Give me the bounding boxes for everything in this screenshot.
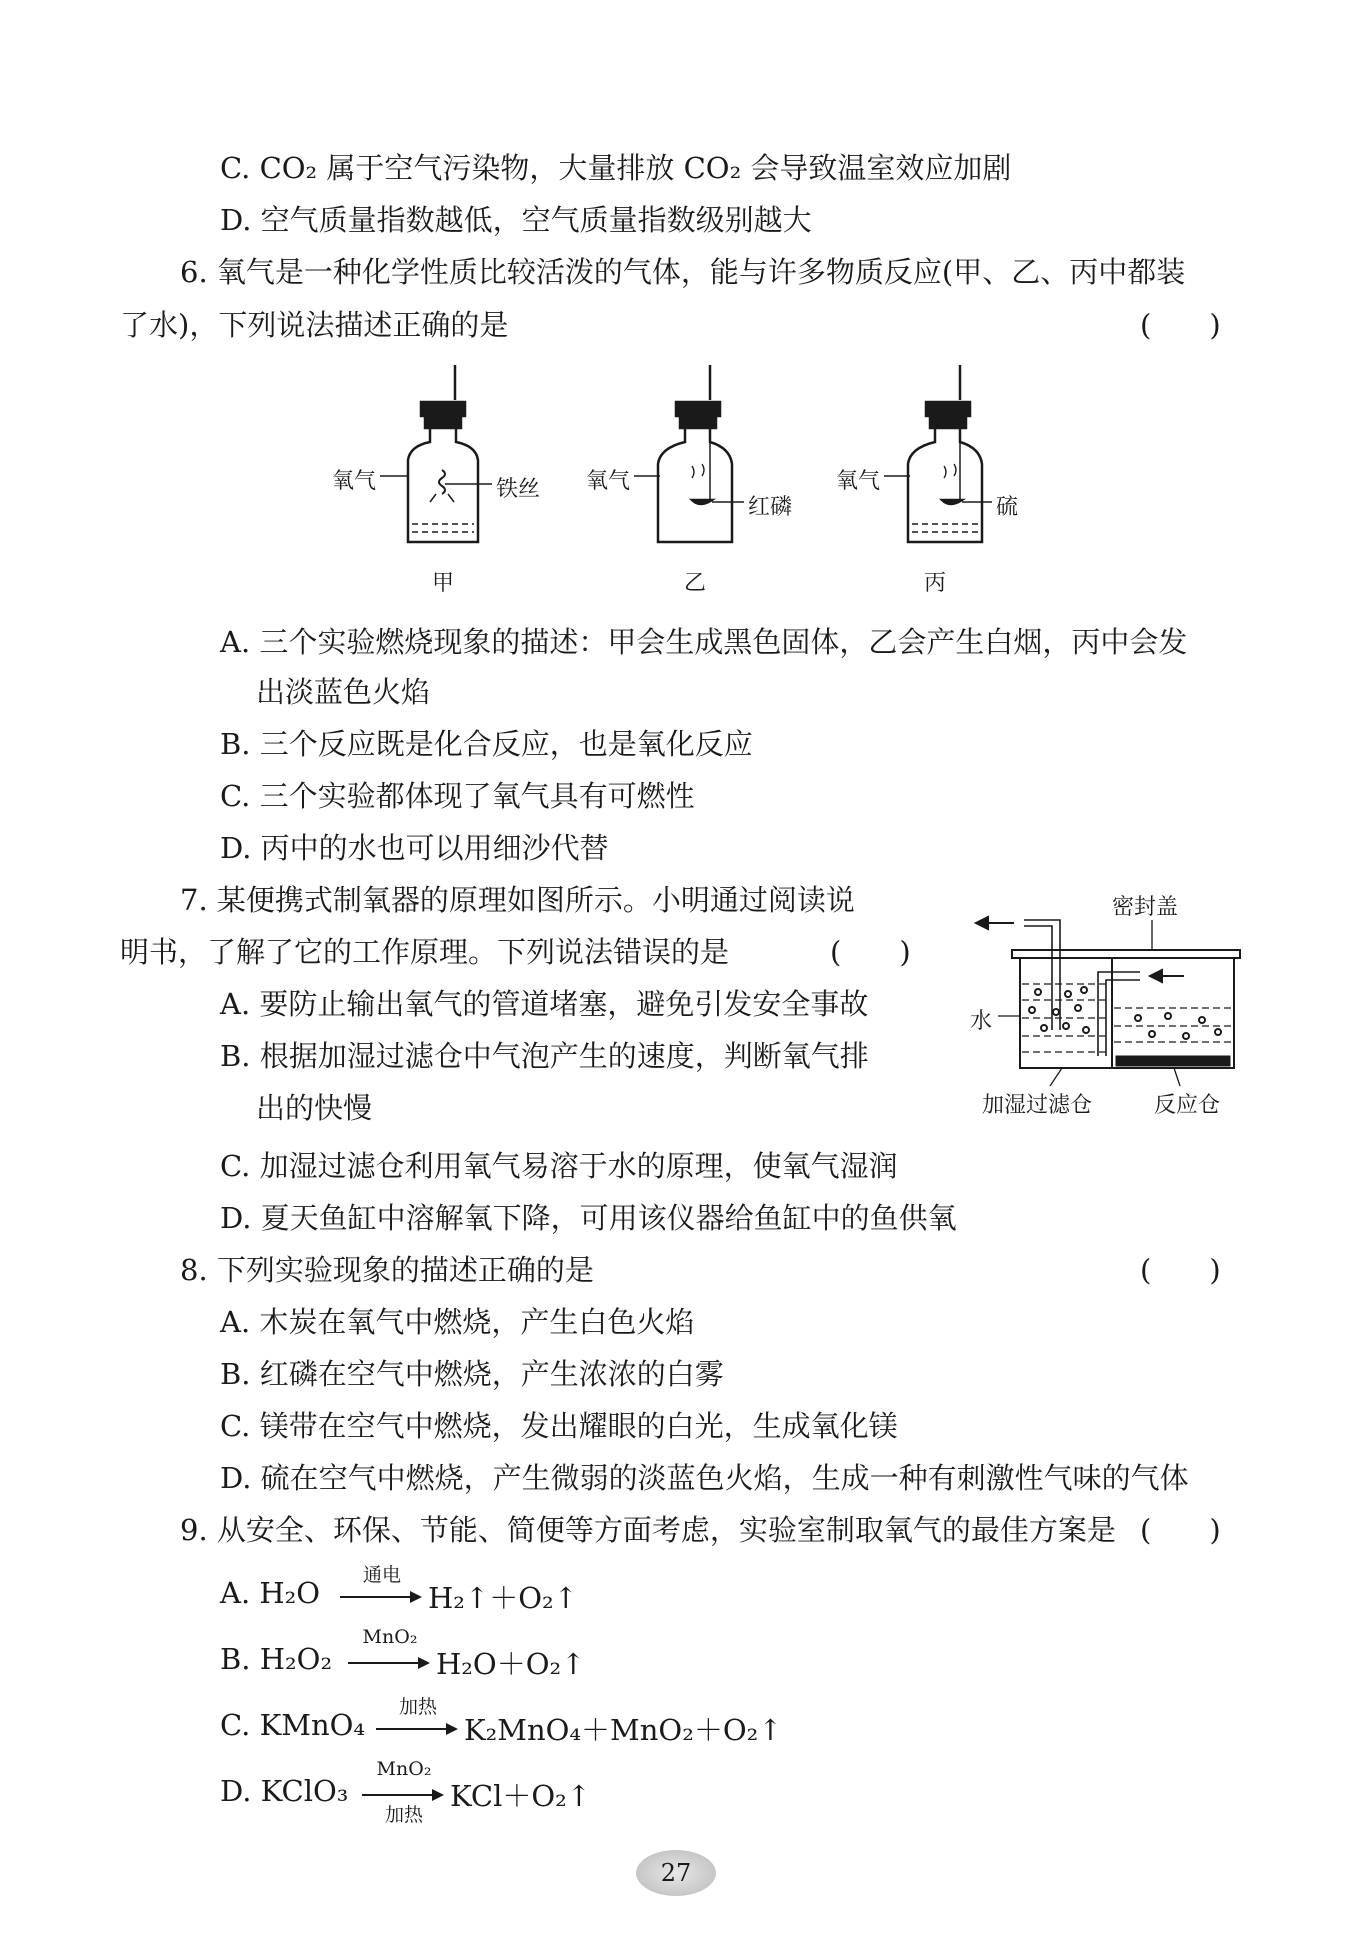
q6-option-c: C. 三个实验都体现了氧气具有可燃性 bbox=[220, 779, 695, 813]
jar3-caption: 丙 bbox=[924, 571, 947, 596]
q6-jars-figure bbox=[320, 360, 1080, 600]
q9-b-arrow bbox=[348, 1662, 428, 1664]
q6-jars-diagram bbox=[320, 360, 1080, 600]
q6-option-d: D. 丙中的水也可以用细沙代替 bbox=[220, 831, 609, 865]
q9-answer-bracket: ( ) bbox=[1140, 1513, 1221, 1547]
q7-option-c: C. 加湿过滤仓利用氧气易溶于水的原理，使氧气湿润 bbox=[220, 1149, 898, 1183]
q7-option-b-line2: 出的快慢 bbox=[256, 1091, 373, 1125]
q9-c-products: K₂MnO₄＋MnO₂＋O₂↑ bbox=[464, 1713, 783, 1747]
q9-d-arrow bbox=[362, 1794, 442, 1796]
sealed-lid-label: 密封盖 bbox=[1112, 895, 1179, 920]
q8-option-d: D. 硫在空气中燃烧，产生微弱的淡蓝色火焰，生成一种有刺激性气味的气体 bbox=[220, 1461, 1189, 1495]
q7-option-a: A. 要防止输出氧气的管道堵塞，避免引发安全事故 bbox=[220, 987, 869, 1021]
q9-a-condition: 通电 bbox=[362, 1564, 401, 1586]
q9-b-reactants: B. H₂O₂ bbox=[220, 1642, 333, 1676]
q6-answer-bracket: ( ) bbox=[1140, 308, 1221, 342]
q6-stem-line1: 6. 氧气是一种化学性质比较活泼的气体，能与许多物质反应(甲、乙、丙中都装 bbox=[180, 255, 1186, 289]
jar3-oxygen-label: 氧气 bbox=[836, 469, 881, 494]
humidify-filter-chamber-label: 加湿过滤仓 bbox=[982, 1093, 1093, 1118]
q7-answer-bracket: ( ) bbox=[830, 935, 911, 969]
q9-stem: 9. 从安全、环保、节能、简便等方面考虑，实验室制取氧气的最佳方案是 bbox=[180, 1513, 1116, 1547]
jar2-caption: 乙 bbox=[684, 571, 707, 596]
q7-oxygen-generator-diagram bbox=[962, 880, 1252, 1120]
q9-option-a-equation bbox=[220, 1562, 720, 1622]
q9-d-reactants: D. KClO₃ bbox=[220, 1774, 349, 1808]
q8-stem: 8. 下列实验现象的描述正确的是 bbox=[180, 1253, 594, 1287]
q9-option-b-equation bbox=[220, 1628, 720, 1688]
q7-stem-line1: 7. 某便携式制氧器的原理如图所示。小明通过阅读说 bbox=[180, 883, 855, 917]
q9-d-products: KCl＋O₂↑ bbox=[450, 1779, 592, 1813]
q9-d-heat-condition: 加热 bbox=[384, 1804, 423, 1826]
q9-c-condition: 加热 bbox=[398, 1696, 437, 1718]
q7-stem-line2: 明书，了解了它的工作原理。下列说法错误的是 bbox=[120, 935, 730, 969]
q9-c-arrow bbox=[376, 1728, 456, 1730]
q9-d-catalyst: MnO₂ bbox=[376, 1758, 432, 1780]
jar3-sulfur-label: 硫 bbox=[996, 495, 1019, 520]
page-number: 27 bbox=[636, 1850, 716, 1896]
q9-option-c-equation bbox=[220, 1694, 920, 1754]
jar1-iron-wire-label: 铁丝 bbox=[496, 477, 541, 502]
q6-option-b: B. 三个反应既是化合反应，也是氧化反应 bbox=[220, 727, 753, 761]
q5-option-c: C. CO₂ 属于空气污染物，大量排放 CO₂ 会导致温室效应加剧 bbox=[220, 151, 1012, 185]
q9-b-condition: MnO₂ bbox=[362, 1626, 418, 1648]
q5-option-d: D. 空气质量指数越低，空气质量指数级别越大 bbox=[220, 203, 812, 237]
q9-option-d-equation bbox=[220, 1760, 720, 1830]
reaction-chamber-label: 反应仓 bbox=[1154, 1093, 1221, 1118]
q8-option-b: B. 红磷在空气中燃烧，产生浓浓的白雾 bbox=[220, 1357, 724, 1391]
jar1-caption: 甲 bbox=[432, 571, 455, 596]
jar2-red-phosphorus-label: 红磷 bbox=[748, 495, 793, 520]
q8-option-a: A. 木炭在氧气中燃烧，产生白色火焰 bbox=[220, 1305, 695, 1339]
q7-option-b-line1: B. 根据加湿过滤仓中气泡产生的速度，判断氧气排 bbox=[220, 1039, 869, 1073]
q9-a-reactants: A. H₂O bbox=[220, 1576, 321, 1610]
q9-c-reactants: C. KMnO₄ bbox=[220, 1708, 366, 1742]
q6-option-a-line2: 出淡蓝色火焰 bbox=[256, 675, 431, 709]
q9-a-products: H₂↑＋O₂↑ bbox=[428, 1581, 578, 1615]
q8-answer-bracket: ( ) bbox=[1140, 1253, 1221, 1287]
water-label: 水 bbox=[970, 1009, 993, 1034]
jar2-oxygen-label: 氧气 bbox=[586, 469, 631, 494]
q7-oxygen-generator-figure bbox=[962, 880, 1252, 1120]
q9-b-products: H₂O＋O₂↑ bbox=[436, 1647, 586, 1681]
q9-a-arrow bbox=[340, 1596, 420, 1598]
q7-option-d: D. 夏天鱼缸中溶解氧下降，可用该仪器给鱼缸中的鱼供氧 bbox=[220, 1201, 957, 1235]
jar1-oxygen-label: 氧气 bbox=[332, 469, 377, 494]
q6-stem-line2: 了水)，下列说法描述正确的是 bbox=[120, 308, 509, 342]
q8-option-c: C. 镁带在空气中燃烧，发出耀眼的白光，生成氧化镁 bbox=[220, 1409, 898, 1443]
q6-option-a-line1: A. 三个实验燃烧现象的描述：甲会生成黑色固体，乙会产生白烟，丙中会发 bbox=[220, 625, 1188, 659]
